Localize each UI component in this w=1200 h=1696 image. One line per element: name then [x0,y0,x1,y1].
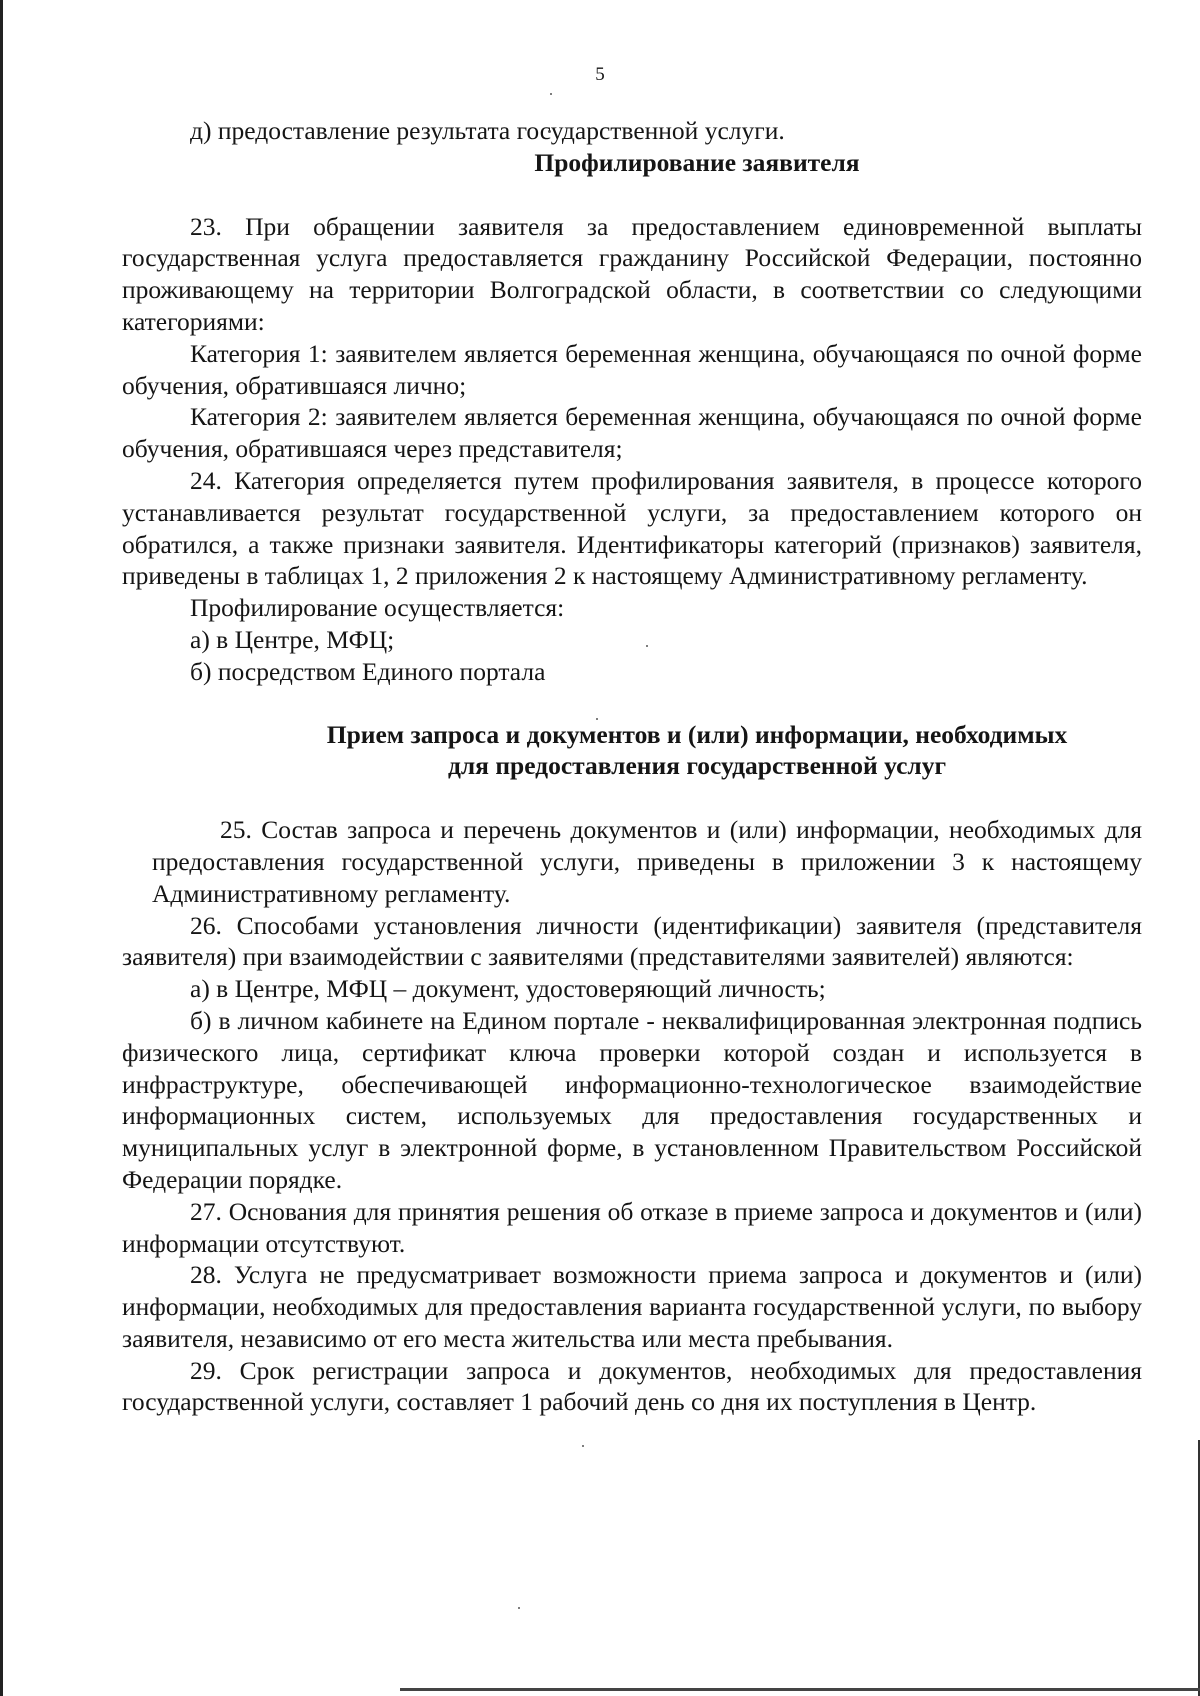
paragraph-26: 26. Способами установления личности (идентификации) заявителя (представителя заявителя) при взаимодействии с заявителями (представителями заявителей) являются: [122,910,1142,972]
page-number: 5 [595,64,605,85]
list-item-b: б) посредством Единого портала [190,656,546,686]
list-item-b-portal: б) в личном кабинете на Едином портале - неквалифицированная электронная подпись физического лица, сертификат ключа проверки которой создан и используется в инфраструктуре, обеспечивающей информационно-технологическое взаимодействие информационных систем, используемых для предоставления государственных и муниципальных услуг в электронной форме, в установленном Правительством Российской Федерации порядке. [122,1005,1142,1194]
paragraph-category-1: Категория 1: заявителем является беременная женщина, обучающаяся по очной форме обучения, обратившаяся лично; [122,338,1142,400]
document-body [122,115,1142,1418]
paragraph-27: 27. Основания для принятия решения об отказе в приеме запроса и документов и (или) информации отсутствуют. [122,1196,1142,1258]
paragraph-24: 24. Категория определяется путем профилирования заявителя, в процессе которого устанавливается результат государственной услуги, за предоставлением которого он обратился, а также признаки заявителя. Идентификаторы категорий (признаков) заявителя, приведены в таблицах 1, 2 приложения 2 к настоящему Административному регламенту. [122,465,1142,591]
section-heading-profiling: Профилирование заявителя [534,147,860,177]
paragraph-23: 23. При обращении заявителя за предоставлением единовременной выплаты государственная услуга предоставляется гражданину Российской Федерации, постоянно проживающему на территории Волгоградской области, в соответствии со следующими категориями: [122,211,1142,336]
paragraph-29: 29. Срок регистрации запроса и документов, необходимых для предоставления государственной услуги, составляет 1 рабочий день со дня их поступления в Центр. [122,1355,1142,1417]
scan-edge-bottom [400,1688,1200,1691]
scan-edge-left [0,0,3,1696]
list-item-a-center: а) в Центре, МФЦ – документ, удостоверяющий личность; [190,974,826,1004]
spacer [122,179,1142,211]
paragraph-profiling-intro: Профилирование осуществляется: [190,593,565,623]
spacer [122,688,1142,719]
scan-speck [550,93,552,95]
paragraph-category-2: Категория 2: заявителем является беременная женщина, обучающаяся по очной форме обучения, обратившаяся через представителя; [122,402,1142,464]
scan-speck [518,1607,520,1609]
spacer [122,782,1142,814]
section-heading-request-line-2: для предоставления государственной услуг [447,751,947,781]
shifted-block [152,814,1142,909]
scan-speck [582,1445,584,1447]
body-line: д) предоставление результата государственной услуги. [190,116,785,145]
paragraph-25: 25. Состав запроса и перечень документов и (или) информации, необходимых для предоставления государственной услуги, приведены в приложении 3 к настоящему Административному регламенту. [152,815,1142,908]
list-item-a: а) в Центре, МФЦ; [190,624,395,654]
section-heading-request-line-1: Прием запроса и документов и (или) информации, необходимых [326,719,1068,749]
paragraph-28: 28. Услуга не предусматривает возможности приема запроса и документов и (или) информации, необходимых для предоставления варианта государственной услуги, по выбору заявителя, независимо от его места жительства или места пребывания. [122,1260,1142,1353]
